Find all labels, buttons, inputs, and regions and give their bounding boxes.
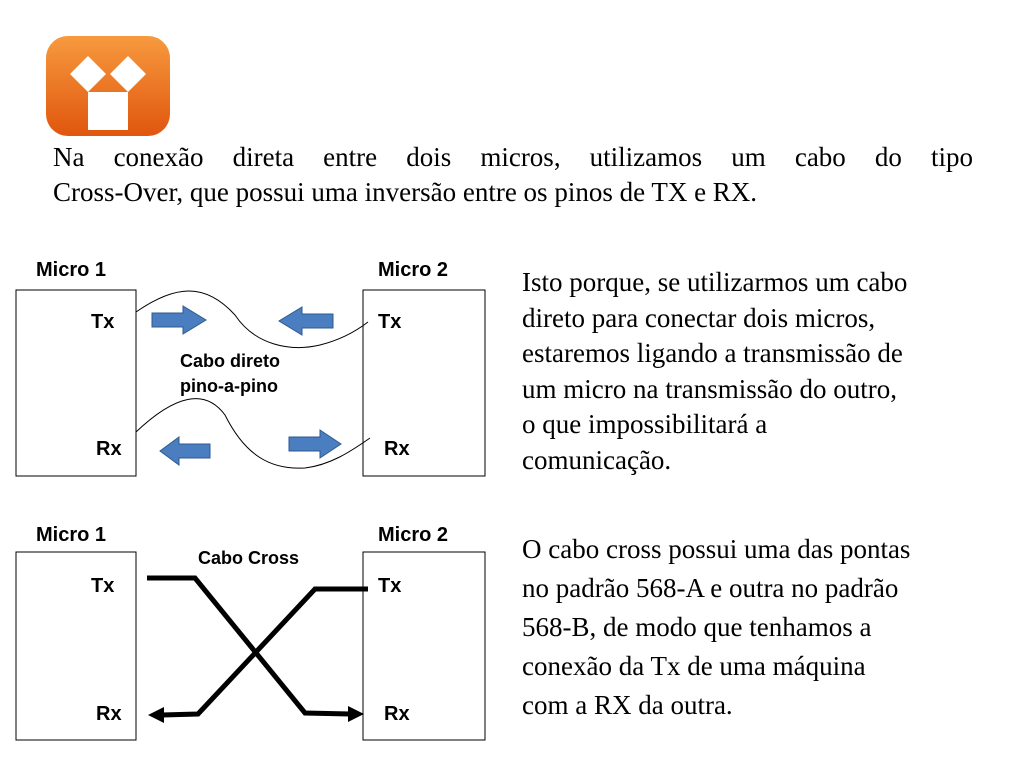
arrowhead-right-icon [348,706,364,722]
explanation-line: um micro na transmissão do outro, [522,373,897,404]
explanation-line: Isto porque, se utilizarmos um cabo [522,267,908,297]
cross-micro1-title: Micro 1 [36,524,107,546]
arrowhead-left-icon [148,707,164,723]
direct-rx-right: Rx [384,438,410,460]
arrow-left-icon [279,307,333,335]
cross-info-line: conexão da Tx de uma máquina [522,651,866,681]
explanation-line: direto para conectar dois micros, [522,302,876,333]
direct-cable-label-2: pino-a-pino [180,376,278,396]
cross-cable-label: Cabo Cross [198,548,300,568]
cable-diagrams [0,250,500,750]
intro-line-2: Cross-Over, que possui uma inversão entre os pinos de TX e RX. [53,177,758,207]
direct-cable-diagram [16,259,485,476]
direct-micro2-title: Micro 2 [378,259,449,281]
cross-info-line: no padrão 568-A e outra no padrão [522,573,899,603]
intro-line-1: Na conexão direta entre dois micros, utilizamos um cabo do tipo [53,142,973,172]
cross-rx-left: Rx [96,703,122,725]
explanation-line: comunicação. [522,444,672,475]
cross-micro2-title: Micro 2 [378,524,449,546]
cross-tx-right: Tx [378,575,402,597]
direct-tx-right: Tx [378,311,402,333]
cross-cable-diagram [16,524,485,740]
cross-info-line: O cabo cross possui uma das pontas [522,534,911,564]
cross-tx-to-rx-wire-2 [162,589,368,715]
arrow-right-icon [152,306,206,334]
cross-info-line: 568-B, de modo que tenhamos a [522,612,872,642]
explanation-paragraph [522,265,972,510]
direct-tx-left: Tx [91,311,115,333]
direct-micro1-title: Micro 1 [36,259,107,281]
direct-cable-label-1: Cabo direto [180,351,281,371]
arrow-right-icon [289,430,341,458]
arrow-left-icon [160,437,210,465]
cross-rx-right: Rx [384,703,410,725]
logo-icon [44,34,172,138]
intro-paragraph [53,140,973,220]
cross-tx-left: Tx [91,575,115,597]
cross-info-paragraph [522,530,1022,730]
explanation-line: estaremos ligando a transmissão de [522,338,903,368]
explanation-line: o que impossibilitará a [522,409,768,439]
direct-rx-left: Rx [96,438,122,460]
cross-tx-to-rx-wire [147,578,350,714]
cross-info-line: com a RX da outra. [522,690,733,720]
